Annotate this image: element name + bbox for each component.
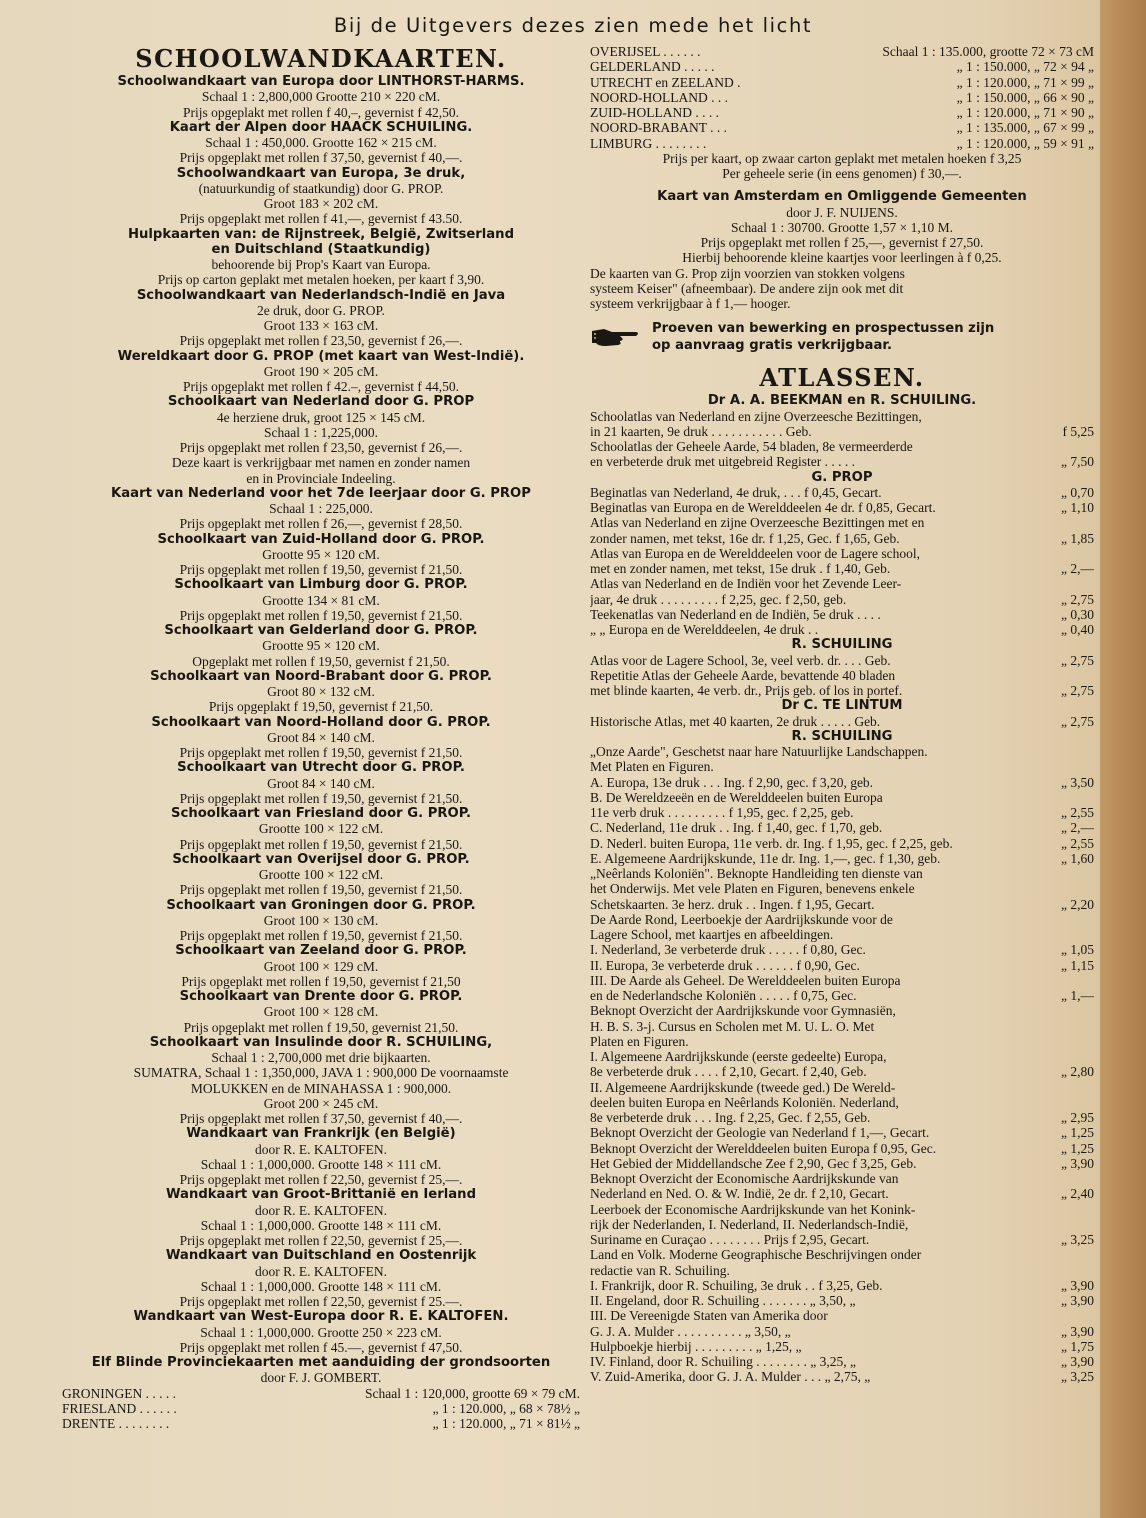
text-line: Prijs opgeplakt met rollen f 26,—, gevernist f 28,50.	[179, 516, 463, 532]
text-line: Groot 84 × 140 cM.	[267, 729, 375, 745]
text-line: Lagere School, met kaartjes en afbeeldingen.	[590, 927, 834, 942]
left-lines	[62, 74, 580, 1431]
row-label: met en zonder namen, met tekst, 15e druk . f 1,40, Geb.	[590, 561, 891, 576]
price-row	[590, 836, 1094, 851]
row-value: „ 1,10	[1061, 500, 1094, 515]
price-row	[590, 75, 1094, 90]
entry-heading: Schoolkaart van Friesland door G. PROP.	[171, 806, 471, 821]
text-line: Prijs opgeplakt met rollen f 19,50, gevernist 21,50.	[183, 1019, 459, 1035]
entry-heading: Schoolwandkaart van Europa door LINTHORST-HARMS.	[117, 74, 525, 89]
text-line: Prijs opgeplakt met rollen f 22,50, gevernist f 25.—.	[179, 1294, 463, 1309]
text-line: Prijs op carton geplakt met metalen hoeken, per kaart f 3,90.	[157, 272, 485, 288]
row-value: „ 1 : 150.000, „ 66 × 90 „	[956, 89, 1094, 105]
text-line: Prijs opgeplakt met rollen f 19,50, gevernist f 21,50.	[179, 836, 463, 852]
row-label: in 21 kaarten, 9e druk . . . . . . . . . . . Geb.	[590, 423, 812, 439]
price-row	[590, 897, 1094, 912]
row-label: A. Europa, 13e druk . . . Ing. f 2,90, gec. f 3,20, geb.	[590, 774, 874, 790]
entry-heading: R. SCHUILING	[791, 637, 893, 653]
text-line: Schaal 1 : 1,000,000. Grootte 250 × 223 cM.	[200, 1324, 442, 1340]
row-value: „ 3,90	[1061, 1354, 1094, 1369]
price-row	[590, 775, 1094, 790]
price-row	[590, 1125, 1094, 1140]
text-line: SUMATRA, Schaal 1 : 1,350,000, JAVA 1 : 900,000 De voornaamste	[133, 1065, 509, 1081]
entry-heading: Wereldkaart door G. PROP (met kaart van West-Indië).	[117, 348, 525, 364]
row-label: V. Zuid-Amerika, door G. J. A. Mulder . . . „ 2,75, „	[590, 1369, 871, 1385]
row-label: FRIESLAND . . . . . .	[62, 1400, 177, 1416]
notice-text	[652, 320, 994, 354]
text-line: Beknopt Overzicht der Economische Aardrijkskunde van	[590, 1171, 899, 1186]
text-line: deelen buiten Europa en Neêrlands Koloniën. Nederland,	[590, 1094, 899, 1110]
row-label: ZUID-HOLLAND . . . .	[590, 105, 719, 120]
price-row	[590, 714, 1094, 729]
price-row	[590, 592, 1094, 607]
text-line: Groot 200 × 245 cM.	[263, 1095, 379, 1111]
text-line: Repetitie Atlas der Geheele Aarde, bevattende 40 bladen	[590, 667, 896, 683]
row-value: „ 3,25	[1061, 1369, 1094, 1385]
text-line: Prijs opgeplakt met rollen f 25,—, gevernist f 27,50.	[700, 235, 984, 250]
row-value: „ 2,55	[1061, 805, 1094, 820]
text-line: Prijs opgeplakt met rollen f 19,50, gevernist f 21,50.	[179, 562, 463, 577]
row-label: 11e verb druk . . . . . . . . . f 1,95, gec. f 2,25, geb.	[590, 805, 854, 820]
text-line: Opgeplakt met rollen f 19,50, gevernist f 21,50.	[192, 653, 450, 669]
price-row	[590, 622, 1094, 637]
price-row	[590, 1354, 1094, 1369]
price-row	[590, 424, 1094, 439]
row-value: „ 1 : 120.000, „ 68 × 78½ „	[432, 1400, 580, 1416]
row-label: jaar, 4e druk . . . . . . . . . f 2,25, gec. f 2,50, geb.	[590, 591, 847, 607]
text-line: Groot 183 × 202 cM.	[263, 196, 379, 211]
text-line: Grootte 100 × 122 cM.	[258, 821, 384, 837]
entry-heading: Schoolkaart van Groningen door G. PROP.	[166, 897, 476, 913]
row-label: Suriname en Curaçao . . . . . . . . Prijs f 2,95, Gecart.	[590, 1232, 870, 1247]
row-label: II. Engeland, door R. Schuiling . . . . . . . „ 3,50, „	[590, 1293, 856, 1308]
row-value: f 5,25	[1062, 423, 1094, 439]
text-line: Grootte 100 × 122 cM.	[258, 867, 384, 882]
row-label: E. Algemeene Aardrijkskunde, 11e dr. Ing. 1,—, gec. f 1,30, geb.	[590, 850, 941, 866]
row-value: „ 1,75	[1061, 1338, 1094, 1354]
section-title: SCHOOLWANDKAARTEN.	[135, 44, 507, 73]
price-row	[590, 1141, 1094, 1156]
row-value: „ 1 : 120.000, „ 71 × 90 „	[956, 105, 1094, 120]
text-line: B. De Wereldzeeën en de Werelddeelen buiten Europa	[590, 789, 883, 805]
price-row	[590, 105, 1094, 120]
row-label: GELDERLAND . . . . .	[590, 59, 715, 75]
row-label: I. Frankrijk, door R. Schuiling, 3e druk . . f 3,25, Geb.	[590, 1277, 883, 1293]
text-line: Prijs opgeplakt met rollen f 41,—, gevernist f 43.50.	[179, 211, 463, 227]
book-spine	[1100, 0, 1146, 1518]
price-row	[62, 1386, 580, 1401]
text-line: Prijs opgeplakt met rollen f 19,50, gevernist f 21,50.	[179, 607, 463, 623]
price-row	[590, 1110, 1094, 1125]
row-label: Nederland en Ned. O. & W. Indië, 2e dr. f 2,10, Gecart.	[590, 1186, 889, 1202]
price-row	[62, 1416, 580, 1431]
row-label: II. Europa, 3e verbeterde druk . . . . . . f 0,90, Gec.	[590, 957, 860, 973]
text-line: Grootte 95 × 120 cM.	[262, 546, 380, 562]
row-value: „ 1,15	[1061, 957, 1094, 973]
row-label: NOORD-HOLLAND . . .	[590, 89, 728, 105]
text-line: Groot 100 × 128 cM.	[263, 1004, 379, 1020]
row-label: Beknopt Overzicht der Geologie van Nederland f 1,—, Gecart.	[590, 1125, 930, 1141]
text-line: Groot 133 × 163 cM.	[263, 318, 379, 333]
row-value: „ 2,75	[1061, 683, 1094, 698]
text-line: H. B. S. 3-j. Cursus en Scholen met M. U. L. O. Met	[590, 1018, 875, 1034]
price-row	[590, 805, 1094, 820]
notice-line: Proeven van bewerking en prospectussen zijn	[652, 321, 995, 337]
text-line: Met Platen en Figuren.	[590, 759, 714, 775]
row-value: „ 3,90	[1061, 1293, 1094, 1308]
row-value: „ 3,90	[1061, 1277, 1094, 1293]
row-value: „ 7,50	[1061, 454, 1094, 470]
row-value: „ 1,05	[1061, 942, 1094, 958]
row-label: LIMBURG . . . . . . . .	[590, 135, 707, 151]
text-line: Grootte 95 × 120 cM.	[262, 638, 380, 654]
entry-heading: Kaart der Alpen door HAACK SCHUILING.	[169, 119, 473, 135]
row-label: DRENTE . . . . . . . .	[62, 1416, 170, 1431]
text-line: Schoolatlas der Geheele Aarde, 54 bladen, 8e vermeerderde	[590, 439, 913, 454]
entry-heading: R. SCHUILING	[791, 728, 893, 744]
text-line: Per geheele serie (in eens genomen) f 30,—.	[722, 166, 962, 181]
row-value: „ 2,—	[1061, 561, 1094, 576]
text-line: Schaal 1 : 2,700,000 met drie bijkaarten.	[211, 1050, 431, 1065]
text-line: (natuurkundig of staatkundig) door G. PROP.	[198, 180, 444, 196]
entry-heading: Dr A. A. BEEKMAN en R. SCHUILING.	[707, 393, 977, 409]
row-value: „ 3,25	[1061, 1232, 1094, 1247]
text-line: Groot 84 × 140 cM.	[267, 775, 375, 791]
text-line: Beknopt Overzicht der Aardrijkskunde voor Gymnasiën,	[590, 1003, 896, 1019]
price-row	[590, 653, 1094, 668]
text-line: Land en Volk. Moderne Geographische Beschrijvingen onder	[590, 1247, 922, 1263]
price-row	[62, 1401, 580, 1416]
price-row	[590, 59, 1094, 74]
text-line: systeem verkrijgbaar à f 1,— hooger.	[590, 296, 791, 311]
price-row	[590, 1278, 1094, 1293]
text-line: door R. E. KALTOFEN.	[254, 1141, 387, 1157]
row-value: Schaal 1 : 120,000, grootte 69 × 79 cM.	[365, 1385, 580, 1401]
text-line: Prijs opgeplakt met rollen f 19,50, gevernist f 21,50.	[179, 928, 463, 943]
text-line: 2e druk, door G. PROP.	[257, 302, 385, 318]
row-label: I. Nederland, 3e verbeterde druk . . . . . f 0,80, Gec.	[590, 942, 866, 958]
entry-heading: Wandkaart van Frankrijk (en België)	[186, 1126, 456, 1142]
text-line: en in Provinciale Indeeling.	[246, 470, 396, 486]
text-line: De kaarten van G. Prop zijn voorzien van stokken volgens	[590, 265, 905, 281]
text-line: redactie van R. Schuiling.	[590, 1262, 730, 1278]
row-value: „ 2,75	[1061, 591, 1094, 607]
text-line: Hierbij behoorende kleine kaartjes voor leerlingen à f 0,25.	[682, 250, 1002, 266]
text-line: door J. F. NUIJENS.	[786, 204, 898, 220]
text-line: Groot 100 × 130 cM.	[263, 912, 379, 928]
text-line: Atlas van Nederland en zijne Overzeesche Bezittingen met en	[590, 515, 925, 531]
text-line: Schaal 1 : 1,000,000. Grootte 148 × 111 cM.	[200, 1156, 442, 1172]
row-label: Historische Atlas, met 40 kaarten, 2e druk . . . . . Geb.	[590, 713, 881, 729]
entry-heading: G. PROP	[811, 469, 873, 485]
price-row	[590, 851, 1094, 866]
text-line: II. Algemeene Aardrijkskunde (tweede ged.) De Wereld-	[590, 1079, 896, 1095]
row-label: met blinde kaarten, 4e verb. dr., Prijs geb. of los in portef.	[590, 683, 903, 698]
row-label: UTRECHT en ZEELAND .	[590, 74, 741, 90]
row-value: „ 0,70	[1061, 484, 1094, 500]
text-line: Prijs opgeplakt met rollen f 23,50, gevernist f 26,—.	[179, 440, 463, 455]
text-line: Groot 80 × 132 cM.	[267, 684, 375, 699]
row-value: „ 1,85	[1061, 530, 1094, 546]
text-line: Platen en Figuren.	[590, 1033, 689, 1049]
row-label: Het Gebied der Middellandsche Zee f 2,90, Gec f 3,25, Geb.	[590, 1155, 917, 1171]
entry-heading: Schoolwandkaart van Europa, 3e druk,	[176, 165, 466, 181]
row-label: „ „ Europa en de Werelddeelen, 4e druk . .	[590, 622, 819, 637]
row-value: „ 2,95	[1061, 1110, 1094, 1125]
row-value: „ 2,80	[1061, 1064, 1094, 1080]
price-row	[590, 958, 1094, 973]
entry-heading: Hulpkaarten van: de Rijnstreek, België, Zwitserland	[127, 226, 515, 242]
row-value: „ 1 : 120.000, „ 71 × 81½ „	[432, 1416, 580, 1431]
text-line: Groot 100 × 129 cM.	[263, 958, 379, 974]
row-label: Teekenatlas van Nederland en de Indiën, 5e druk . . . .	[590, 606, 881, 622]
row-value: „ 1 : 150.000, „ 72 × 94 „	[956, 59, 1094, 75]
row-label: 8e verbeterde druk . . . . f 2,10, Gecart. f 2,40, Geb.	[590, 1064, 867, 1080]
text-line: Grootte 134 × 81 cM.	[262, 592, 380, 608]
price-row	[590, 561, 1094, 576]
row-value: „ 2,40	[1061, 1186, 1094, 1202]
row-label: GRONINGEN . . . . .	[62, 1385, 176, 1401]
text-line: Schaal 1 : 1,225,000.	[264, 424, 378, 440]
text-line: „Onze Aarde", Geschetst naar hare Natuurlijke Landschappen.	[590, 744, 928, 759]
text-line: Schaal 1 : 1,000,000. Grootte 148 × 111 cM.	[200, 1217, 442, 1233]
text-line: Prijs per kaart, op zwaar carton geplakt met metalen hoeken f 3,25	[662, 150, 1022, 166]
right-lines	[590, 44, 1094, 1385]
text-line: systeem Keiser" (afneembaar). De andere zijn ook met dit	[590, 280, 904, 296]
price-row	[590, 531, 1094, 546]
text-line: Prijs opgeplakt met rollen f 45.—, gevernist f 47,50.	[179, 1339, 463, 1355]
text-line: door R. E. KALTOFEN.	[254, 1263, 387, 1279]
text-line: Prijs opgeplakt met rollen f 37,50, gevernist f 40,—.	[179, 1111, 463, 1126]
price-row	[590, 942, 1094, 957]
row-value: „ 2,75	[1061, 652, 1094, 668]
text-line: Prijs opgeplakt met rollen f 19,50, gevernist f 21,50.	[179, 790, 463, 806]
text-line: behoorende bij Prop's Kaart van Europa.	[211, 257, 431, 272]
row-label: IV. Finland, door R. Schuiling . . . . . . . . „ 3,25, „	[590, 1354, 856, 1369]
text-line: door F. J. GOMBERT.	[260, 1370, 382, 1386]
row-value: „ 1,—	[1061, 988, 1094, 1003]
row-value: „ 1,25	[1061, 1140, 1094, 1156]
section-title: ATLASSEN.	[759, 363, 925, 393]
text-line: Prijs opgeplakt f 19,50, gevernist f 21,50.	[208, 699, 434, 715]
entry-heading: Schoolkaart van Gelderland door G. PROP.	[164, 623, 478, 638]
text-line: Atlas van Nederland en de Indiën voor het Zevende Leer-	[590, 576, 902, 592]
price-row	[590, 1339, 1094, 1354]
entry-heading: Schoolkaart van Zuid-Holland door G. PROP.	[157, 531, 485, 547]
row-value: „ 2,20	[1061, 896, 1094, 912]
price-row	[590, 44, 1094, 59]
row-label: en verbeterde druk met uitgebreid Register . . . . .	[590, 454, 856, 470]
price-row	[590, 1369, 1094, 1384]
entry-heading: Wandkaart van Groot-Brittanië en Ierland	[165, 1187, 477, 1203]
text-line: 4e herziene druk, groot 125 × 145 cM.	[216, 409, 426, 425]
page-header: Bij de Uitgevers dezes zien mede het licht	[333, 14, 813, 37]
row-label: Beknopt Overzicht der Werelddeelen buiten Europa f 0,95, Gec.	[590, 1140, 937, 1156]
notice-line: op aanvraag gratis verkrijgbaar.	[652, 338, 892, 354]
text-line: Atlas van Europa en de Werelddeelen voor de Lagere school,	[590, 545, 921, 561]
row-label: Beginatlas van Nederland, 4e druk, . . . f 0,45, Gecart.	[590, 484, 882, 500]
text-line: Leerboek der Economische Aardrijkskunde van het Konink-	[590, 1201, 916, 1217]
price-row	[590, 1324, 1094, 1339]
row-label: Beginatlas van Europa en de Werelddeelen 4e dr. f 0,85, Gecart.	[590, 500, 936, 515]
text-line: Prijs opgeplakt met rollen f 19,50, gevernist f 21,50.	[179, 882, 463, 898]
row-label: 8e verbeterde druk . . . Ing. f 2,25, Gec. f 2,55, Geb.	[590, 1110, 871, 1125]
text-line: Prijs opgeplakt met rollen f 22,50, gevernist f 25,—.	[179, 1233, 463, 1248]
price-row	[590, 500, 1094, 515]
text-line: het Onderwijs. Met vele Platen en Figuren, benevens enkele	[590, 881, 915, 897]
price-row	[590, 820, 1094, 835]
row-label: NOORD-BRABANT . . .	[590, 120, 728, 136]
price-row	[590, 1232, 1094, 1247]
entry-heading: Schoolkaart van Overijsel door G. PROP.	[172, 851, 470, 867]
text-line: „Neêrlands Koloniën". Beknopte Handleiding ten dienste van	[590, 866, 923, 881]
price-row	[590, 1186, 1094, 1201]
text-line: I. Algemeene Aardrijkskunde (eerste gedeelte) Europa,	[590, 1049, 887, 1064]
entry-heading: Dr C. TE LINTUM	[781, 698, 903, 714]
entry-heading: Schoolkaart van Utrecht door G. PROP.	[177, 760, 465, 776]
row-value: „ 1 : 135.000, „ 67 × 99 „	[956, 120, 1094, 136]
text-line: Schaal 1 : 1,000,000. Grootte 148 × 111 cM.	[200, 1278, 442, 1294]
price-row	[590, 136, 1094, 151]
entry-heading: en Duitschland (Staatkundig)	[211, 241, 431, 257]
text-line: rijk der Nederlanden, I. Nederland, II. Nederlandsch-Indië,	[590, 1216, 909, 1232]
price-row	[590, 90, 1094, 105]
row-value: „ 3,90	[1061, 1155, 1094, 1171]
row-label: D. Nederl. buiten Europa, 11e verb. dr. Ing. f 1,95, gec. f 2,25, geb.	[590, 835, 953, 851]
price-row	[590, 454, 1094, 469]
row-value: „ 0,40	[1061, 622, 1094, 637]
text-line: Schaal 1 : 225,000.	[269, 501, 373, 516]
entry-heading: Schoolkaart van Zeeland door G. PROP.	[175, 943, 467, 959]
row-value: Schaal 1 : 135.000, grootte 72 × 73 cM	[882, 44, 1094, 59]
text-line: Prijs opgeplakt met rollen f 23,50, gevernist f 26,—.	[179, 333, 463, 349]
text-line: MOLUKKEN en de MINAHASSA 1 : 900,000.	[190, 1080, 452, 1096]
row-value: „ 0,30	[1061, 606, 1094, 622]
row-label: Schetskaarten. 3e herz. druk . . Ingen. f 1,95, Gecart.	[590, 896, 875, 912]
text-line: Prijs opgeplakt met rollen f 40,–, gevernist f 42,50.	[183, 104, 459, 120]
entry-heading: Schoolkaart van Nederland door G. PROP	[167, 394, 475, 410]
pointing-hand-icon	[590, 325, 642, 349]
text-line: Schoolatlas van Nederland en zijne Overzeesche Bezittingen,	[590, 408, 922, 424]
text-line: III. De Vereenigde Staten van Amerika door	[590, 1308, 828, 1324]
row-label: C. Nederland, 11e druk . . Ing. f 1,40, gec. f 1,70, geb.	[590, 820, 883, 836]
price-row	[590, 1156, 1094, 1171]
text-line: Prijs opgeplakt met rollen f 19,50, gevernist f 21,50	[181, 973, 461, 989]
text-line: Deze kaart is verkrijgbaar met namen en zonder namen	[171, 455, 471, 471]
text-line: Prijs opgeplakt met rollen f 22,50, gevernist f 25,—.	[179, 1172, 463, 1187]
row-label: G. J. A. Mulder . . . . . . . . . . „ 3,50, „	[590, 1323, 791, 1339]
text-line: Schaal 1 : 2,800,000 Grootte 210 × 220 cM.	[201, 89, 441, 105]
row-value: „ 2,—	[1061, 820, 1094, 836]
text-line: Schaal 1 : 30700. Grootte 1,57 × 1,10 M.	[730, 219, 954, 235]
entry-heading: Kaart van Amsterdam en Omliggende Gemeenten	[657, 189, 1027, 205]
notice-box	[590, 315, 1094, 359]
price-row	[590, 120, 1094, 135]
entry-heading: Elf Blinde Provinciekaarten met aanduiding der grondsoorten	[91, 1355, 551, 1370]
entry-heading: Schoolwandkaart van Nederlandsch-Indië en Java	[136, 287, 506, 303]
row-value: „ 1 : 120.000, „ 71 × 99 „	[956, 74, 1094, 90]
row-value: „ 2,75	[1061, 713, 1094, 729]
entry-heading: Schoolkaart van Drente door G. PROP.	[179, 989, 463, 1004]
left-column	[62, 44, 580, 1431]
entry-heading: Schoolkaart van Insulinde door R. SCHUILING,	[149, 1034, 493, 1050]
entry-heading: Schoolkaart van Noord-Brabant door G. PROP.	[150, 668, 492, 684]
row-value: „ 1,60	[1061, 850, 1094, 866]
entry-heading: Schoolkaart van Limburg door G. PROP.	[174, 577, 468, 593]
row-value: „ 3,90	[1061, 1323, 1094, 1339]
price-row	[590, 607, 1094, 622]
price-row	[590, 988, 1094, 1003]
right-column	[590, 44, 1094, 1385]
text-line: Prijs opgeplakt met rollen f 19,50, gevernist f 21,50.	[179, 745, 463, 760]
row-value: „ 1 : 120.000, „ 59 × 91 „	[956, 135, 1094, 151]
price-row	[590, 1293, 1094, 1308]
row-label: en de Nederlandsche Koloniën . . . . . f 0,75, Gec.	[590, 988, 857, 1003]
row-label: Hulpboekje hierbij . . . . . . . . . „ 1,25, „	[590, 1338, 802, 1354]
text-line: door R. E. KALTOFEN.	[254, 1202, 387, 1218]
row-value: „ 2,55	[1061, 835, 1094, 851]
entry-heading: Schoolkaart van Noord-Holland door G. PROP.	[151, 714, 491, 730]
text-line: Prijs opgeplakt met rollen f 42.–, gevernist f 44,50.	[183, 379, 459, 394]
row-value: „ 3,50	[1061, 774, 1094, 790]
text-line: Schaal 1 : 450,000. Grootte 162 × 215 cM.	[205, 135, 437, 150]
row-value: „ 1,25	[1061, 1125, 1094, 1141]
text-line: Prijs opgeplakt met rollen f 37,50, gevernist f 40,—.	[179, 150, 463, 166]
entry-heading: Wandkaart van West-Europa door R. E. KALTOFEN.	[133, 1309, 509, 1325]
text-line: Groot 190 × 205 cM.	[263, 363, 379, 379]
row-label: OVERIJSEL . . . . . .	[590, 44, 701, 59]
entry-heading: Wandkaart van Duitschland en Oostenrijk	[165, 1248, 477, 1264]
spacer	[590, 181, 1094, 189]
row-label: zonder namen, met tekst, 16e dr. f 1,25, Gec. f 1,65, Geb.	[590, 530, 900, 546]
row-label: Atlas voor de Lagere School, 3e, veel verb. dr. . . . Geb.	[590, 652, 891, 668]
price-row	[590, 1064, 1094, 1079]
entry-heading: Kaart van Nederland voor het 7de leerjaar door G. PROP	[111, 485, 531, 501]
price-row	[590, 683, 1094, 698]
text-line: De Aarde Rond, Leerboekje der Aardrijkskunde voor de	[590, 911, 893, 927]
price-row	[590, 485, 1094, 500]
text-line: III. De Aarde als Geheel. De Werelddeelen buiten Europa	[590, 972, 901, 988]
